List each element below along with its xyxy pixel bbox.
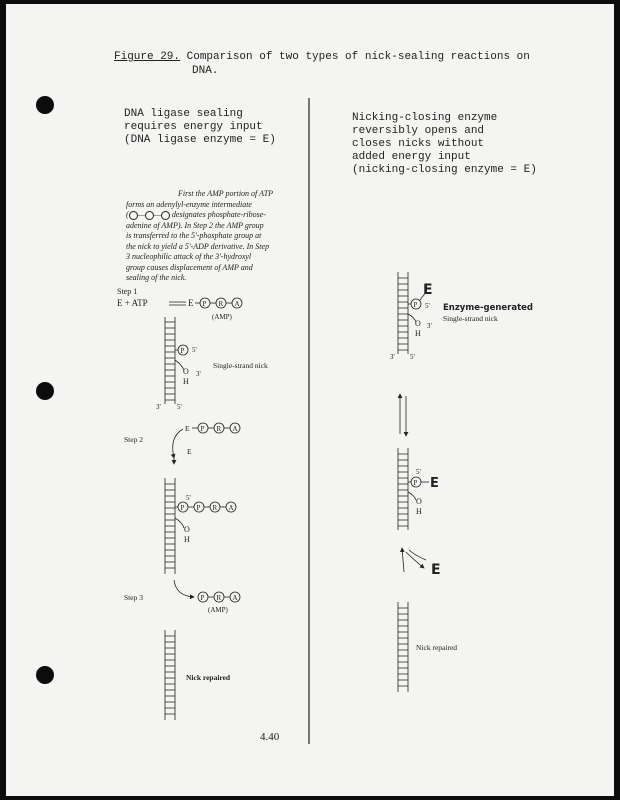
five-prime-label: 5'	[416, 468, 421, 476]
enzyme-e-released-handwritten: E	[431, 562, 441, 578]
release-arrow-up	[402, 548, 404, 572]
desc-line: forms an adenylyl-enzyme intermediate	[126, 199, 252, 209]
adenine-letter: A	[234, 300, 240, 308]
left-heading-line: DNA ligase sealing	[124, 108, 243, 120]
enzyme-e: E	[185, 424, 190, 433]
figure-caption-line1: Comparison of two types of nick-sealing reactions on	[186, 51, 530, 63]
desc-line: designates phosphate-ribose-	[171, 210, 266, 219]
hydroxyl-o: O	[183, 367, 189, 376]
dna-ladder-right-bottom	[398, 602, 408, 692]
right-heading-line: added energy input	[352, 151, 471, 163]
five-prime-label: 5'	[192, 346, 197, 354]
right-heading-line: reversibly opens and	[352, 125, 485, 137]
step1-lhs: E + ATP	[117, 298, 148, 308]
hydroxyl-h: H	[416, 507, 422, 516]
step1-product-e: E	[188, 298, 194, 308]
phosphate-letter: P	[413, 479, 418, 487]
dna-ladder-step1	[165, 317, 175, 404]
desc-line: sealing of the nick.	[126, 273, 187, 282]
ladder-end-5-label: 5'	[177, 403, 182, 411]
ladder-end-3-label: 3'	[156, 403, 161, 411]
desc-line: adenine of AMP). In Step 2 the AMP group	[126, 220, 264, 230]
desc-line: the nick to yield a 5'-ADP derivative. In Step	[126, 241, 270, 251]
nick-sealing-diagram	[6, 4, 614, 796]
document-page	[6, 4, 614, 796]
dna-ladder-right-middle	[398, 448, 408, 530]
figure-label: Figure 29.	[114, 51, 181, 63]
dna-ladder-repaired	[165, 630, 175, 720]
ladder-end-5-label: 5'	[410, 353, 415, 361]
step3-label: Step 3	[124, 593, 143, 602]
right-heading-line: Nicking-closing enzyme	[352, 112, 498, 124]
three-prime-label: 3'	[196, 370, 201, 378]
dna-ladder-right-top	[398, 272, 408, 354]
right-heading-line: closes nicks without	[352, 138, 485, 150]
adenine-letter: A	[228, 504, 234, 512]
enzyme-e-released: E	[187, 447, 192, 456]
five-prime-label: 5'	[186, 494, 191, 502]
phosphate-letter: P	[200, 425, 205, 433]
desc-line: First the AMP portion of ATP	[178, 189, 274, 198]
ribose-letter: R	[212, 504, 218, 512]
enzyme-generated-label: Enzyme-generated	[443, 303, 534, 313]
step2-arrow	[173, 429, 183, 458]
ladder-end-3-label: 3'	[390, 353, 395, 361]
nick-repaired-label: Nick repaired	[416, 643, 458, 652]
single-strand-nick-label: Single-strand nick	[443, 314, 498, 323]
phosphate-letter: P	[202, 300, 207, 308]
phosphate-letter: P	[196, 504, 201, 512]
left-heading-line: requires energy input	[124, 121, 263, 133]
desc-line: group causes displacement of AMP and	[126, 262, 253, 272]
ribose-letter: R	[216, 425, 222, 433]
enzyme-e-handwritten: E	[430, 476, 439, 491]
step3-arrow	[174, 580, 194, 597]
phosphate-letter: P	[180, 504, 185, 512]
ribose-letter: R	[218, 300, 224, 308]
nick-repaired-label: Nick repaired	[186, 673, 231, 682]
hydroxyl-h: H	[415, 329, 421, 338]
right-heading-line: (nicking-closing enzyme = E)	[352, 164, 537, 176]
phosphate-letter: P	[200, 594, 205, 602]
dna-ladder-step2	[165, 478, 175, 574]
ribose-letter: R	[216, 594, 222, 602]
hydroxyl-h: H	[184, 535, 190, 544]
three-prime-label: 3'	[427, 322, 432, 330]
adenine-letter: A	[232, 594, 238, 602]
phosphate-letter: P	[413, 301, 418, 309]
hydroxyl-o: O	[415, 319, 421, 328]
hydroxyl-o: O	[184, 525, 190, 534]
amp-label: (AMP)	[212, 313, 232, 321]
step2-label: Step 2	[124, 435, 143, 444]
hydroxyl-h: H	[183, 377, 189, 386]
desc-line: 3 nucleophilic attack of the 3'-hydroxyl	[126, 252, 252, 261]
enzyme-e-handwritten: E	[423, 282, 433, 298]
figure-caption-line2: DNA.	[192, 65, 219, 77]
amp-label: (AMP)	[208, 606, 228, 614]
phosphate-letter: P	[180, 347, 185, 355]
step1-label: Step 1	[117, 287, 138, 296]
page-number: 4.40	[260, 731, 280, 743]
single-strand-nick-label: Single-strand nick	[213, 361, 268, 370]
desc-line: is transferred to the 5'-phosphate group at	[126, 231, 262, 240]
adenine-letter: A	[232, 425, 238, 433]
five-prime-label: 5'	[425, 302, 430, 310]
left-heading-line: (DNA ligase enzyme = E)	[124, 134, 276, 146]
hydroxyl-o: O	[416, 497, 422, 506]
desc-line-with-icons: ( — — designates phosphate-ribose-	[126, 210, 266, 219]
